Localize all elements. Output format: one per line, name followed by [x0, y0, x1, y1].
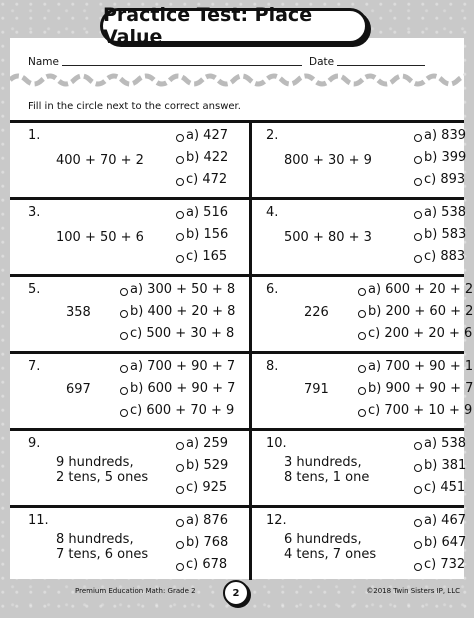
- prompt-line: 8 tens, 1 one: [284, 470, 370, 485]
- prompt-line: 6 hundreds,: [284, 532, 362, 547]
- answer-text: a) 300 + 50 + 8: [130, 282, 236, 297]
- answer-bubble[interactable]: [176, 563, 184, 571]
- problem-prompt: [56, 532, 148, 562]
- answer-option[interactable]: [414, 249, 465, 264]
- prompt-line: 400 + 70 + 2: [56, 153, 144, 168]
- answer-text: b) 422: [186, 150, 229, 165]
- prompt-line: 3 hundreds,: [284, 455, 362, 470]
- problem-number: 11.: [28, 513, 49, 528]
- answer-text: c) 500 + 30 + 8: [130, 326, 235, 341]
- problem-7: [16, 354, 241, 428]
- answer-text: a) 700 + 90 + 7: [130, 359, 236, 374]
- answer-bubble[interactable]: [358, 365, 366, 373]
- page-title: Practice Test: Place Value: [100, 8, 368, 44]
- answer-text: b) 900 + 90 + 7: [368, 381, 474, 396]
- answer-text: a) 600 + 20 + 2: [368, 282, 474, 297]
- answer-bubble[interactable]: [120, 365, 128, 373]
- answer-bubble[interactable]: [414, 442, 422, 450]
- answer-bubble[interactable]: [358, 332, 366, 340]
- answer-option[interactable]: [176, 557, 227, 572]
- answer-text: c) 925: [186, 480, 228, 495]
- answer-option[interactable]: [120, 403, 234, 418]
- problem-12: [254, 508, 474, 582]
- answer-option[interactable]: [414, 513, 466, 528]
- name-date-row: [28, 54, 448, 68]
- answer-text: b) 400 + 20 + 8: [130, 304, 236, 319]
- answer-bubble[interactable]: [120, 310, 128, 318]
- prompt-line: 2 tens, 5 ones: [56, 470, 149, 485]
- answer-option[interactable]: [414, 205, 466, 220]
- answer-bubble[interactable]: [176, 156, 184, 164]
- answer-text: a) 516: [186, 205, 228, 220]
- prompt-line: 226: [304, 305, 329, 320]
- answer-text: a) 538: [424, 205, 466, 220]
- answer-option[interactable]: [176, 227, 228, 242]
- problem-number: 5.: [28, 282, 41, 297]
- problem-8: [254, 354, 474, 428]
- answer-text: c) 700 + 10 + 9: [368, 403, 473, 418]
- answer-option[interactable]: [414, 557, 465, 572]
- answer-text: b) 156: [186, 227, 229, 242]
- prompt-line: 8 hundreds,: [56, 532, 134, 547]
- answer-option[interactable]: [414, 436, 466, 451]
- answer-bubble[interactable]: [176, 464, 184, 472]
- answer-option[interactable]: [120, 282, 235, 297]
- answer-text: b) 647: [424, 535, 467, 550]
- answer-bubble[interactable]: [414, 233, 422, 241]
- problem-1: [16, 123, 241, 197]
- answer-option[interactable]: [120, 381, 235, 396]
- answer-option[interactable]: [176, 513, 228, 528]
- problem-prompt: [304, 382, 329, 397]
- problem-prompt: [66, 305, 91, 320]
- problem-number: 1.: [28, 128, 41, 143]
- problem-number: 10.: [266, 436, 287, 451]
- answer-option[interactable]: [176, 172, 227, 187]
- answer-bubble[interactable]: [176, 211, 184, 219]
- answer-option[interactable]: [176, 535, 228, 550]
- answer-bubble[interactable]: [176, 233, 184, 241]
- answer-text: b) 529: [186, 458, 229, 473]
- problem-number: 4.: [266, 205, 279, 220]
- answer-text: b) 399: [424, 150, 467, 165]
- problem-2: [254, 123, 474, 197]
- answer-bubble[interactable]: [120, 409, 128, 417]
- answer-option[interactable]: [120, 304, 235, 319]
- answer-bubble[interactable]: [358, 310, 366, 318]
- answer-bubble[interactable]: [414, 134, 422, 142]
- problem-10: [254, 431, 474, 505]
- answer-option[interactable]: [176, 480, 227, 495]
- problem-grid: [10, 120, 474, 584]
- problem-number: 6.: [266, 282, 279, 297]
- answer-bubble[interactable]: [414, 541, 422, 549]
- answer-bubble[interactable]: [414, 464, 422, 472]
- instructions: Fill in the circle next to the correct answer.: [28, 101, 241, 112]
- answer-text: c) 472: [186, 172, 228, 187]
- footer-left: Premium Education Math: Grade 2: [75, 587, 196, 595]
- answer-option[interactable]: [414, 458, 466, 473]
- answer-bubble[interactable]: [414, 178, 422, 186]
- answer-bubble[interactable]: [120, 288, 128, 296]
- answer-option[interactable]: [358, 403, 472, 418]
- answer-bubble[interactable]: [358, 409, 366, 417]
- answer-text: a) 427: [186, 128, 228, 143]
- prompt-line: 697: [66, 382, 91, 397]
- answer-text: a) 259: [186, 436, 228, 451]
- answer-bubble[interactable]: [120, 332, 128, 340]
- prompt-line: 358: [66, 305, 91, 320]
- answer-bubble[interactable]: [358, 288, 366, 296]
- problem-9: [16, 431, 241, 505]
- answer-option[interactable]: [358, 381, 473, 396]
- problem-4: [254, 200, 474, 274]
- prompt-line: 100 + 50 + 6: [56, 230, 144, 245]
- answer-option[interactable]: [120, 326, 234, 341]
- problem-3: [16, 200, 241, 274]
- answer-text: b) 200 + 60 + 2: [368, 304, 474, 319]
- problem-number: 2.: [266, 128, 279, 143]
- problem-number: 8.: [266, 359, 279, 374]
- prompt-line: 9 hundreds,: [56, 455, 134, 470]
- answer-text: c) 165: [186, 249, 228, 264]
- answer-option[interactable]: [358, 326, 472, 341]
- answer-bubble[interactable]: [414, 255, 422, 263]
- name-field[interactable]: [62, 65, 302, 66]
- answer-text: a) 467: [424, 513, 466, 528]
- answer-text: c) 893: [424, 172, 466, 187]
- answer-option[interactable]: [358, 282, 473, 297]
- prompt-line: 4 tens, 7 ones: [284, 547, 377, 562]
- answer-text: b) 600 + 90 + 7: [130, 381, 236, 396]
- answer-text: c) 732: [424, 557, 466, 572]
- answer-option[interactable]: [358, 304, 473, 319]
- date-field[interactable]: [337, 65, 425, 66]
- problem-number: 12.: [266, 513, 287, 528]
- prompt-line: 7 tens, 6 ones: [56, 547, 149, 562]
- problem-5: [16, 277, 241, 351]
- answer-text: a) 876: [186, 513, 228, 528]
- answer-bubble[interactable]: [414, 563, 422, 571]
- column-divider: [249, 123, 252, 580]
- prompt-line: 500 + 80 + 3: [284, 230, 372, 245]
- problem-prompt: [284, 455, 369, 485]
- prompt-line: 800 + 30 + 9: [284, 153, 372, 168]
- answer-bubble[interactable]: [358, 387, 366, 395]
- problem-6: [254, 277, 474, 351]
- problem-number: 3.: [28, 205, 41, 220]
- answer-option[interactable]: [414, 150, 466, 165]
- answer-text: a) 700 + 90 + 1: [368, 359, 474, 374]
- answer-bubble[interactable]: [176, 541, 184, 549]
- answer-option[interactable]: [120, 359, 235, 374]
- problem-prompt: [66, 382, 91, 397]
- answer-bubble[interactable]: [176, 519, 184, 527]
- name-label: Name: [28, 56, 59, 68]
- date-label: Date: [308, 56, 335, 68]
- problem-prompt: [284, 153, 372, 168]
- answer-bubble[interactable]: [414, 519, 422, 527]
- problem-prompt: [56, 455, 148, 485]
- footer-copyright: ©2018 Twin Sisters IP, LLC: [366, 587, 460, 595]
- answer-option[interactable]: [176, 128, 228, 143]
- answer-option[interactable]: [414, 535, 466, 550]
- problem-prompt: [56, 153, 144, 168]
- answer-option[interactable]: [176, 458, 228, 473]
- wavy-divider: [10, 70, 464, 90]
- answer-bubble[interactable]: [414, 486, 422, 494]
- answer-text: a) 538: [424, 436, 466, 451]
- problem-number: 9.: [28, 436, 41, 451]
- answer-bubble[interactable]: [176, 486, 184, 494]
- answer-bubble[interactable]: [176, 255, 184, 263]
- answer-bubble[interactable]: [176, 178, 184, 186]
- problem-number: 7.: [28, 359, 41, 374]
- problem-11: [16, 508, 241, 582]
- answer-text: b) 583: [424, 227, 467, 242]
- problem-prompt: [284, 230, 372, 245]
- answer-bubble[interactable]: [176, 442, 184, 450]
- answer-bubble[interactable]: [176, 134, 184, 142]
- prompt-line: 791: [304, 382, 329, 397]
- answer-text: c) 678: [186, 557, 228, 572]
- answer-option[interactable]: [176, 249, 227, 264]
- answer-text: a) 839: [424, 128, 466, 143]
- answer-text: c) 883: [424, 249, 466, 264]
- answer-text: c) 600 + 70 + 9: [130, 403, 235, 418]
- page-number: 2: [223, 580, 249, 606]
- answer-option[interactable]: [176, 205, 228, 220]
- answer-option[interactable]: [176, 436, 228, 451]
- answer-option[interactable]: [176, 150, 228, 165]
- problem-prompt: [284, 532, 376, 562]
- problem-prompt: [56, 230, 144, 245]
- answer-option[interactable]: [414, 480, 465, 495]
- answer-option[interactable]: [414, 128, 466, 143]
- answer-text: c) 200 + 20 + 6: [368, 326, 473, 341]
- answer-bubble[interactable]: [120, 387, 128, 395]
- problem-prompt: [304, 305, 329, 320]
- answer-option[interactable]: [414, 227, 466, 242]
- answer-bubble[interactable]: [414, 156, 422, 164]
- answer-text: b) 768: [186, 535, 229, 550]
- answer-bubble[interactable]: [414, 211, 422, 219]
- answer-option[interactable]: [414, 172, 465, 187]
- answer-option[interactable]: [358, 359, 473, 374]
- answer-text: c) 451: [424, 480, 466, 495]
- answer-text: b) 381: [424, 458, 467, 473]
